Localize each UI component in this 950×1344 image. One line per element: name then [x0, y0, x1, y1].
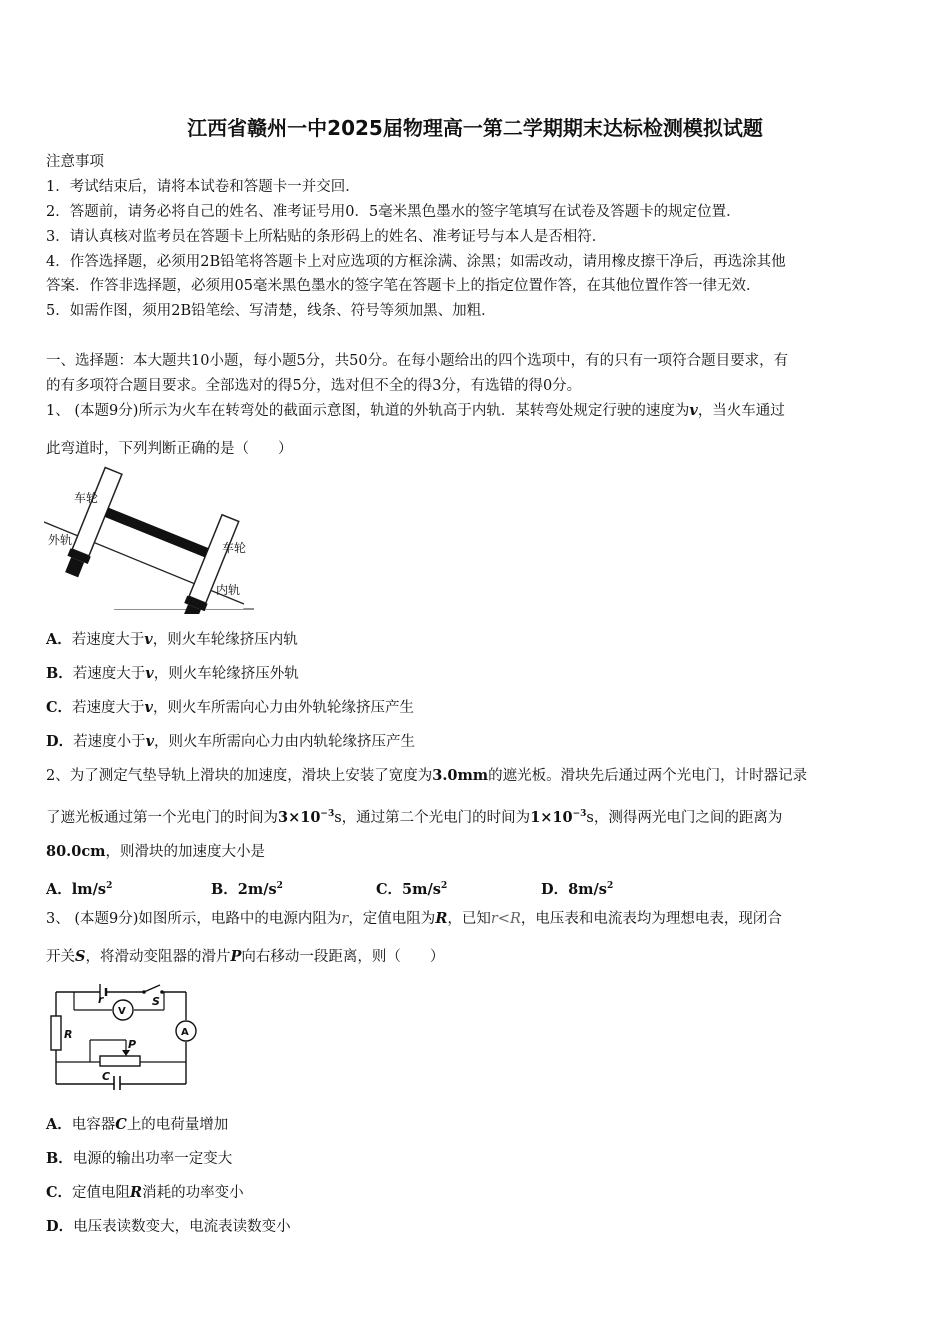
q3-figure [44, 980, 204, 1090]
q2-option-c[interactable]: C．$5m/s^2$ [376, 880, 448, 898]
page-title: 江西省赣州一中2025届物理高一第二学期期末达标检测模拟试题 [187, 116, 763, 140]
section1-line1: 一、选择题：本大题共10小题，每小题5分，共50分。在每小题给出的四个选项中，有的只有一项符合题目要求，有 [46, 353, 789, 369]
notice-item-3: 3．请认真核对监考员在答题卡上所粘贴的条形码上的姓名、准考证号与本人是否相符． [46, 229, 607, 245]
q2-option-b[interactable]: B．$2m/s^2$ [211, 880, 283, 898]
q1-option-c[interactable]: C．若速度大于v，则火车所需向心力由外轨轮缘挤压产生 [46, 699, 414, 716]
q3-option-c[interactable]: C．定值电阻R消耗的功率变小 [46, 1184, 244, 1201]
q2-option-d[interactable]: D．$8m/s^2$ [541, 880, 614, 898]
circuit-diagram [44, 980, 204, 1090]
label-a: A [181, 1027, 189, 1038]
q1-stem-line1 [46, 401, 906, 421]
label-wheel-top: 车轮 [74, 491, 99, 505]
q2-option-a[interactable]: A．$lm/s^2$ [46, 880, 113, 898]
train-track-diagram [44, 464, 264, 614]
notice-item-5: 5．如需作图，须用2B铅笔绘、写清楚，线条、符号等须加黑、加粗． [46, 303, 496, 319]
q1-stem-line2: 此弯道时，下列判断正确的是（ ） [46, 441, 293, 457]
resistor-r [51, 1016, 61, 1050]
notice-item-4: 4．作答选择题，必须用2B铅笔将答题卡上对应选项的方框涂满、涂黑；如需改动，请用橡皮擦干净后，再选涂其他 [46, 254, 786, 270]
notice-item-2: 2．答题前，请务必将自己的姓名、准考证号用0．5毫米黑色墨水的签字笔填写在试卷及答题卡的规定位置． [46, 204, 741, 220]
label-s: S [152, 995, 160, 1008]
q2-stem-line3: 80.0cm，则滑块的加速度大小是 [46, 843, 265, 860]
label-c: C [102, 1070, 111, 1083]
notice-item-1: 1．考试结束后，请将本试卷和答题卡一并交回． [46, 179, 360, 195]
q2-stem-line1: 2、为了测定气垫导轨上滑块的加速度，滑块上安装了宽度为3.0mm的遮光板。滑块先后通过两个光电门，计时器记录 [46, 767, 808, 784]
q3-stem-line2: 开关S，将滑动变阻器的滑片P向右移动一段距离，则（ ） [46, 948, 445, 965]
q2-stem-line2: 了遮光板通过第一个光电门的时间为$3\times 10^{-3}s$，通过第二个光电门的时间为$1\times 10^{-3}s$，测得两光电门之间的距离为 [46, 808, 783, 826]
axle [105, 508, 209, 558]
label-v: V [118, 1006, 126, 1017]
q2-width-value: 3.0mm [432, 767, 489, 784]
q1-var-v: v [689, 402, 698, 419]
label-r: r [98, 993, 104, 1006]
label-outer-rail: 外轨 [48, 533, 73, 547]
q1-option-a[interactable]: A．若速度大于v，则火车轮缘挤压内轨 [46, 631, 298, 648]
q1-stem-pre: 1、 (本题9分)所示为火车在转弯处的截面示意图，轨道的外轨高于内轨．某转弯处规定行驶的速度为 [46, 403, 690, 419]
label-big-r: R [64, 1028, 73, 1041]
q3-option-d[interactable]: D．电压表读数变大，电流表读数变小 [46, 1218, 291, 1235]
q1-stem-post: ，当火车通过 [697, 403, 785, 419]
q3-stem-line1: 3、 (本题9分)如图所示，电路中的电源内阻为r，定值电阻为R，已知r<R，电压表和电流表均为理想电表，现闭合 [46, 910, 782, 927]
label-wheel-bottom: 车轮 [222, 541, 247, 555]
q1-option-b[interactable]: B．若速度大于v，则火车轮缘挤压外轨 [46, 665, 299, 682]
q3-option-a[interactable]: A．电容器C上的电荷量增加 [46, 1116, 229, 1133]
q3-option-b[interactable]: B．电源的输出功率一定变大 [46, 1150, 233, 1167]
section1-line2: 的有多项符合题目要求。全部选对的得5分，选对但不全的得3分，有选错的得0分。 [46, 378, 582, 394]
q1-option-d[interactable]: D．若速度小于v，则火车所需向心力由内轨轮缘挤压产生 [46, 733, 416, 750]
q1-figure [44, 464, 264, 614]
label-inner-rail: 内轨 [216, 583, 241, 597]
label-p: P [128, 1038, 137, 1051]
notice-heading: 注意事项 [46, 154, 104, 170]
rheostat [100, 1056, 140, 1066]
switch-blade [144, 985, 160, 992]
notice-item-4-cont: 答案．作答非选择题，必须用05毫米黑色墨水的签字笔在答题卡上的指定位置作答，在其他位置作答一律无效． [46, 278, 761, 294]
